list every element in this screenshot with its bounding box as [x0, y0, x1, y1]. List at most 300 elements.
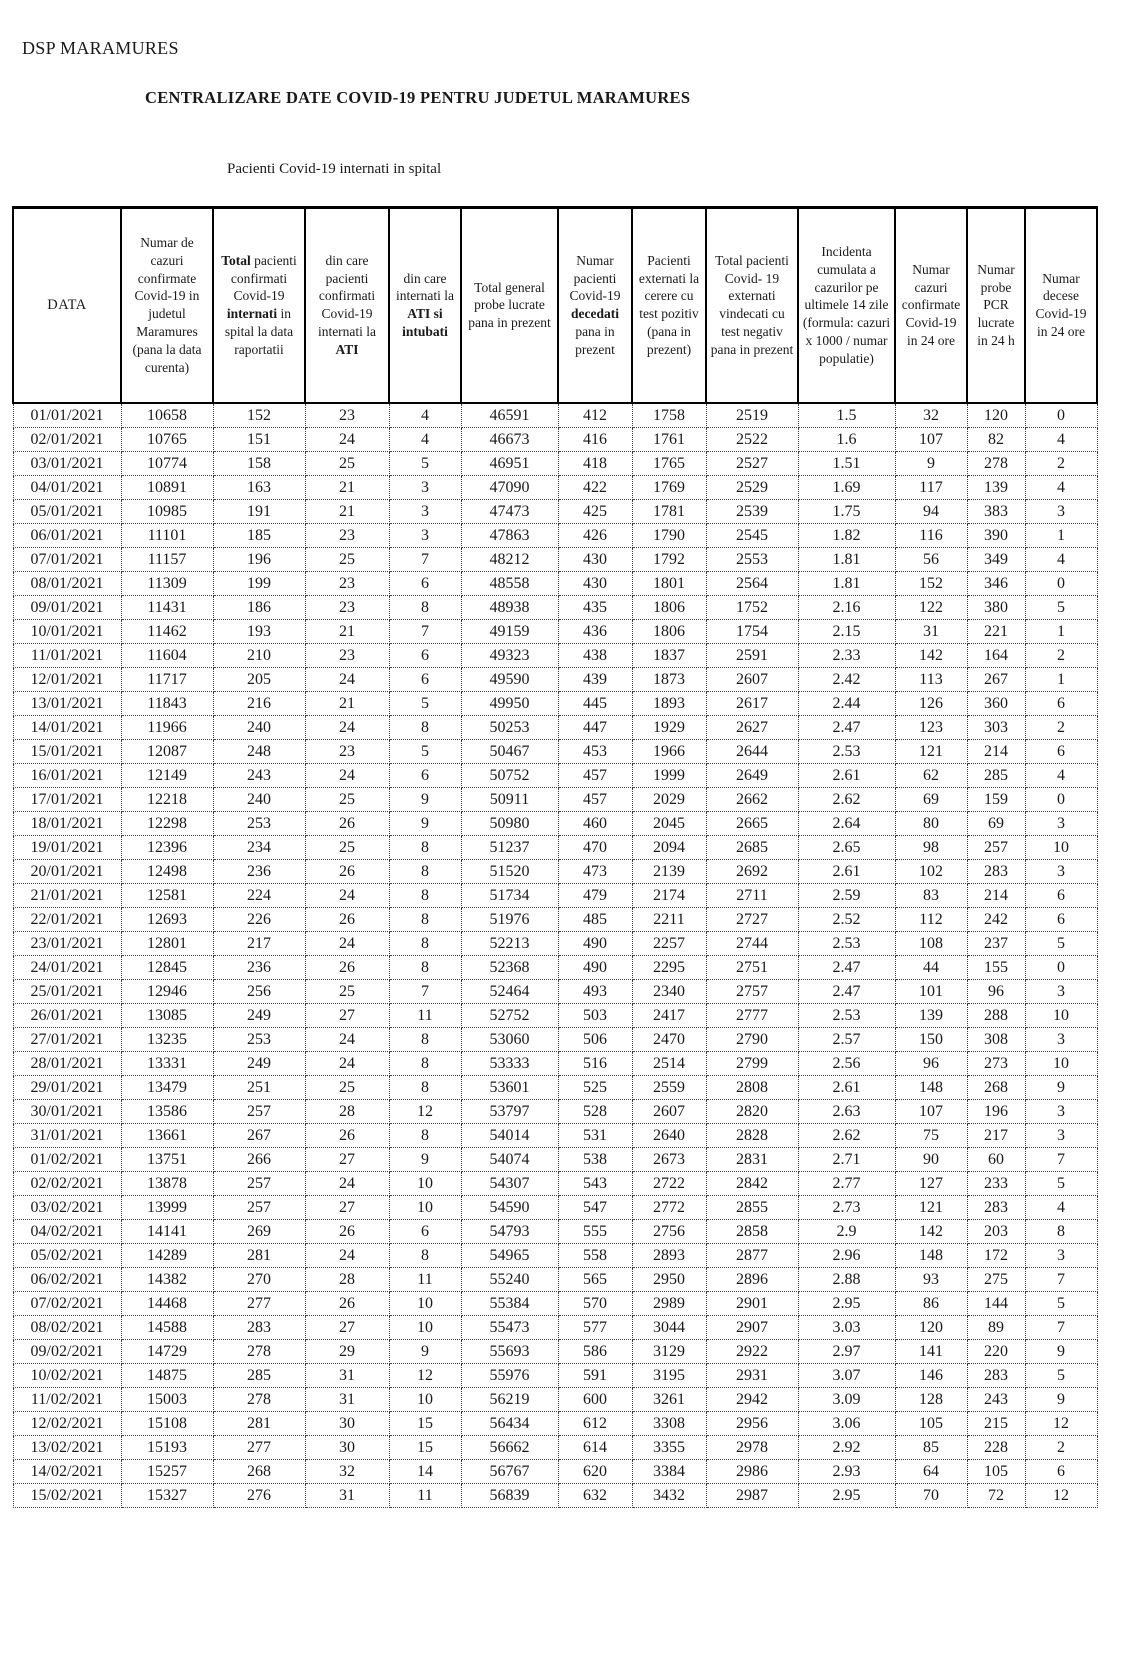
- cell-externati-vindecati: 2842: [706, 1172, 798, 1196]
- cell-internati-ati: 23: [305, 403, 389, 428]
- header-part-bold: ATI: [335, 341, 359, 357]
- cell-externati-cerere: 1801: [632, 572, 706, 596]
- cell-externati-cerere: 2211: [632, 908, 706, 932]
- table-body: [13, 403, 1097, 1508]
- cell-externati-cerere: 1873: [632, 668, 706, 692]
- cell-decedati-total: 490: [558, 932, 632, 956]
- table-row: [13, 1484, 1097, 1508]
- cell-total-internati: 278: [213, 1388, 305, 1412]
- cell-decedati-total: 612: [558, 1412, 632, 1436]
- cell-cazuri-24h: 121: [895, 740, 967, 764]
- cell-data: 15/02/2021: [13, 1484, 121, 1508]
- cell-externati-vindecati: 1752: [706, 596, 798, 620]
- cell-total-internati: 281: [213, 1412, 305, 1436]
- cell-ati-intubati: 4: [389, 403, 461, 428]
- cell-data: 05/01/2021: [13, 500, 121, 524]
- cell-internati-ati: 21: [305, 692, 389, 716]
- cell-data: 05/02/2021: [13, 1244, 121, 1268]
- cell-total-internati: 257: [213, 1196, 305, 1220]
- cell-decedati-total: 435: [558, 596, 632, 620]
- cell-externati-cerere: 2772: [632, 1196, 706, 1220]
- cell-cazuri-24h: 56: [895, 548, 967, 572]
- cell-cazuri-24h: 80: [895, 812, 967, 836]
- cell-data: 17/01/2021: [13, 788, 121, 812]
- cell-total-internati: 267: [213, 1124, 305, 1148]
- cell-internati-ati: 24: [305, 1244, 389, 1268]
- cell-decedati-total: 445: [558, 692, 632, 716]
- cell-total-internati: 249: [213, 1004, 305, 1028]
- col-header-cazuri-24h: [895, 207, 967, 403]
- cell-externati-cerere: 2139: [632, 860, 706, 884]
- cell-externati-vindecati: 2922: [706, 1340, 798, 1364]
- cell-data: 07/02/2021: [13, 1292, 121, 1316]
- cell-internati-ati: 23: [305, 740, 389, 764]
- cell-probe-total: 49323: [461, 644, 558, 668]
- table-row: [13, 836, 1097, 860]
- cell-internati-ati: 24: [305, 764, 389, 788]
- cell-incidenta: 2.92: [798, 1436, 895, 1460]
- cell-ati-intubati: 5: [389, 692, 461, 716]
- cell-data: 10/01/2021: [13, 620, 121, 644]
- cell-data: 25/01/2021: [13, 980, 121, 1004]
- cell-cazuri-24h: 94: [895, 500, 967, 524]
- cell-internati-ati: 26: [305, 1292, 389, 1316]
- cell-probe-total: 48558: [461, 572, 558, 596]
- cell-probe-pcr-24h: 203: [967, 1220, 1025, 1244]
- cell-decedati-total: 577: [558, 1316, 632, 1340]
- cell-data: 26/01/2021: [13, 1004, 121, 1028]
- cell-cazuri-24h: 112: [895, 908, 967, 932]
- cell-cazuri-confirmate-total: 13331: [121, 1052, 213, 1076]
- cell-decedati-total: 525: [558, 1076, 632, 1100]
- cell-decese-24h: 2: [1025, 452, 1097, 476]
- cell-probe-total: 50752: [461, 764, 558, 788]
- cell-externati-vindecati: 2727: [706, 908, 798, 932]
- cell-cazuri-confirmate-total: 12946: [121, 980, 213, 1004]
- cell-ati-intubati: 9: [389, 1340, 461, 1364]
- cell-decese-24h: 10: [1025, 1052, 1097, 1076]
- cell-probe-total: 50467: [461, 740, 558, 764]
- cell-cazuri-confirmate-total: 12581: [121, 884, 213, 908]
- cell-externati-vindecati: 2607: [706, 668, 798, 692]
- cell-probe-pcr-24h: 96: [967, 980, 1025, 1004]
- cell-cazuri-24h: 102: [895, 860, 967, 884]
- cell-externati-vindecati: 2901: [706, 1292, 798, 1316]
- table-row: [13, 1172, 1097, 1196]
- cell-externati-vindecati: 2744: [706, 932, 798, 956]
- cell-externati-vindecati: 2896: [706, 1268, 798, 1292]
- table-row: [13, 476, 1097, 500]
- cell-decese-24h: 1: [1025, 668, 1097, 692]
- cell-incidenta: 2.62: [798, 788, 895, 812]
- table-row: [13, 548, 1097, 572]
- cell-probe-pcr-24h: 220: [967, 1340, 1025, 1364]
- cell-cazuri-24h: 152: [895, 572, 967, 596]
- cell-externati-cerere: 2340: [632, 980, 706, 1004]
- table-row: [13, 764, 1097, 788]
- cell-externati-vindecati: 1754: [706, 620, 798, 644]
- cell-externati-vindecati: 2627: [706, 716, 798, 740]
- cell-internati-ati: 24: [305, 428, 389, 452]
- cell-ati-intubati: 8: [389, 956, 461, 980]
- cell-internati-ati: 24: [305, 884, 389, 908]
- cell-probe-total: 55976: [461, 1364, 558, 1388]
- cell-externati-vindecati: 2987: [706, 1484, 798, 1508]
- cell-ati-intubati: 10: [389, 1196, 461, 1220]
- cell-probe-pcr-24h: 144: [967, 1292, 1025, 1316]
- cell-cazuri-24h: 122: [895, 596, 967, 620]
- cell-decedati-total: 506: [558, 1028, 632, 1052]
- cell-decedati-total: 586: [558, 1340, 632, 1364]
- col-header-incidenta: [798, 207, 895, 403]
- cell-probe-total: 46951: [461, 452, 558, 476]
- cell-ati-intubati: 6: [389, 1220, 461, 1244]
- cell-total-internati: 191: [213, 500, 305, 524]
- cell-probe-pcr-24h: 105: [967, 1460, 1025, 1484]
- cell-data: 30/01/2021: [13, 1100, 121, 1124]
- cell-externati-cerere: 2756: [632, 1220, 706, 1244]
- cell-cazuri-confirmate-total: 10658: [121, 403, 213, 428]
- cell-decedati-total: 565: [558, 1268, 632, 1292]
- cell-ati-intubati: 8: [389, 1052, 461, 1076]
- cell-data: 12/02/2021: [13, 1412, 121, 1436]
- cell-cazuri-24h: 107: [895, 1100, 967, 1124]
- cell-cazuri-confirmate-total: 10774: [121, 452, 213, 476]
- cell-cazuri-confirmate-total: 13751: [121, 1148, 213, 1172]
- cell-probe-pcr-24h: 257: [967, 836, 1025, 860]
- col-header-externati-cerere: [632, 207, 706, 403]
- cell-probe-total: 50980: [461, 812, 558, 836]
- cell-cazuri-confirmate-total: 11462: [121, 620, 213, 644]
- cell-decese-24h: 9: [1025, 1076, 1097, 1100]
- cell-probe-pcr-24h: 89: [967, 1316, 1025, 1340]
- group-box-spacer-right: [461, 133, 1097, 207]
- cell-ati-intubati: 8: [389, 884, 461, 908]
- cell-internati-ati: 21: [305, 620, 389, 644]
- cell-cazuri-confirmate-total: 12801: [121, 932, 213, 956]
- cell-decese-24h: 5: [1025, 1172, 1097, 1196]
- cell-internati-ati: 24: [305, 716, 389, 740]
- cell-externati-cerere: 1790: [632, 524, 706, 548]
- cell-cazuri-24h: 141: [895, 1340, 967, 1364]
- cell-probe-total: 56662: [461, 1436, 558, 1460]
- cell-total-internati: 151: [213, 428, 305, 452]
- cell-probe-total: 49159: [461, 620, 558, 644]
- cell-ati-intubati: 8: [389, 716, 461, 740]
- group-box-spacer-left: [13, 133, 213, 207]
- table-row: [13, 884, 1097, 908]
- cell-decese-24h: 3: [1025, 1100, 1097, 1124]
- cell-cazuri-24h: 101: [895, 980, 967, 1004]
- cell-cazuri-confirmate-total: 12396: [121, 836, 213, 860]
- table-row: [13, 452, 1097, 476]
- cell-cazuri-24h: 64: [895, 1460, 967, 1484]
- cell-cazuri-confirmate-total: 15257: [121, 1460, 213, 1484]
- cell-externati-vindecati: 2522: [706, 428, 798, 452]
- cell-probe-pcr-24h: 278: [967, 452, 1025, 476]
- cell-probe-total: 47473: [461, 500, 558, 524]
- cell-total-internati: 185: [213, 524, 305, 548]
- cell-cazuri-24h: 120: [895, 1316, 967, 1340]
- covid-data-table: [12, 133, 1098, 1508]
- cell-incidenta: 2.62: [798, 1124, 895, 1148]
- cell-incidenta: 1.81: [798, 548, 895, 572]
- page-title: CENTRALIZARE DATE COVID-19 PENTRU JUDETUL MARAMURES: [145, 88, 691, 107]
- cell-data: 12/01/2021: [13, 668, 121, 692]
- cell-total-internati: 217: [213, 932, 305, 956]
- cell-data: 09/02/2021: [13, 1340, 121, 1364]
- cell-decedati-total: 412: [558, 403, 632, 428]
- cell-total-internati: 270: [213, 1268, 305, 1292]
- cell-data: 22/01/2021: [13, 908, 121, 932]
- cell-decedati-total: 457: [558, 788, 632, 812]
- cell-data: 19/01/2021: [13, 836, 121, 860]
- cell-cazuri-confirmate-total: 10985: [121, 500, 213, 524]
- cell-cazuri-24h: 107: [895, 428, 967, 452]
- cell-data: 08/01/2021: [13, 572, 121, 596]
- cell-cazuri-24h: 93: [895, 1268, 967, 1292]
- table-row: [13, 860, 1097, 884]
- cell-total-internati: 193: [213, 620, 305, 644]
- cell-decedati-total: 422: [558, 476, 632, 500]
- cell-data: 04/02/2021: [13, 1220, 121, 1244]
- cell-externati-vindecati: 2553: [706, 548, 798, 572]
- cell-incidenta: 2.97: [798, 1340, 895, 1364]
- cell-probe-pcr-24h: 360: [967, 692, 1025, 716]
- cell-cazuri-24h: 113: [895, 668, 967, 692]
- cell-total-internati: 158: [213, 452, 305, 476]
- cell-total-internati: 248: [213, 740, 305, 764]
- cell-probe-pcr-24h: 242: [967, 908, 1025, 932]
- group-box-row: [13, 133, 1097, 207]
- cell-decese-24h: 3: [1025, 980, 1097, 1004]
- header-part: Numar pacienti Covid-19: [569, 252, 621, 304]
- table-row: [13, 403, 1097, 428]
- cell-cazuri-confirmate-total: 11157: [121, 548, 213, 572]
- cell-data: 28/01/2021: [13, 1052, 121, 1076]
- cell-cazuri-confirmate-total: 14382: [121, 1268, 213, 1292]
- cell-probe-pcr-24h: 283: [967, 1364, 1025, 1388]
- cell-cazuri-confirmate-total: 13479: [121, 1076, 213, 1100]
- cell-probe-pcr-24h: 120: [967, 403, 1025, 428]
- org-name: DSP MARAMURES: [22, 38, 179, 58]
- table-row: [13, 572, 1097, 596]
- col-header-data: [13, 207, 121, 403]
- cell-total-internati: 277: [213, 1292, 305, 1316]
- cell-data: 27/01/2021: [13, 1028, 121, 1052]
- cell-externati-vindecati: 2820: [706, 1100, 798, 1124]
- cell-externati-cerere: 1769: [632, 476, 706, 500]
- cell-incidenta: 2.33: [798, 644, 895, 668]
- cell-ati-intubati: 11: [389, 1484, 461, 1508]
- cell-probe-total: 53601: [461, 1076, 558, 1100]
- cell-total-internati: 216: [213, 692, 305, 716]
- cell-probe-total: 50253: [461, 716, 558, 740]
- header-part: Total general probe lucrate pana in prezent: [468, 279, 551, 331]
- cell-decedati-total: 490: [558, 956, 632, 980]
- cell-probe-pcr-24h: 303: [967, 716, 1025, 740]
- cell-total-internati: 163: [213, 476, 305, 500]
- cell-probe-pcr-24h: 214: [967, 740, 1025, 764]
- cell-probe-total: 50911: [461, 788, 558, 812]
- cell-decese-24h: 1: [1025, 524, 1097, 548]
- cell-cazuri-24h: 128: [895, 1388, 967, 1412]
- cell-probe-total: 48212: [461, 548, 558, 572]
- cell-probe-pcr-24h: 82: [967, 428, 1025, 452]
- cell-cazuri-24h: 69: [895, 788, 967, 812]
- cell-cazuri-confirmate-total: 12498: [121, 860, 213, 884]
- cell-cazuri-24h: 142: [895, 1220, 967, 1244]
- table-row: [13, 740, 1097, 764]
- cell-incidenta: 2.56: [798, 1052, 895, 1076]
- cell-ati-intubati: 3: [389, 476, 461, 500]
- cell-total-internati: 285: [213, 1364, 305, 1388]
- cell-ati-intubati: 15: [389, 1436, 461, 1460]
- cell-externati-vindecati: 2956: [706, 1412, 798, 1436]
- cell-total-internati: 236: [213, 860, 305, 884]
- cell-ati-intubati: 3: [389, 500, 461, 524]
- cell-ati-intubati: 3: [389, 524, 461, 548]
- cell-cazuri-24h: 108: [895, 932, 967, 956]
- cell-incidenta: 2.95: [798, 1484, 895, 1508]
- cell-incidenta: 1.81: [798, 572, 895, 596]
- cell-cazuri-confirmate-total: 15193: [121, 1436, 213, 1460]
- cell-externati-vindecati: 2907: [706, 1316, 798, 1340]
- cell-probe-total: 55384: [461, 1292, 558, 1316]
- cell-probe-pcr-24h: 69: [967, 812, 1025, 836]
- table-row: [13, 1004, 1097, 1028]
- cell-incidenta: 2.96: [798, 1244, 895, 1268]
- cell-ati-intubati: 8: [389, 1076, 461, 1100]
- cell-cazuri-24h: 148: [895, 1076, 967, 1100]
- cell-incidenta: 2.61: [798, 1076, 895, 1100]
- cell-decese-24h: 3: [1025, 1124, 1097, 1148]
- cell-cazuri-24h: 117: [895, 476, 967, 500]
- cell-decedati-total: 439: [558, 668, 632, 692]
- cell-decese-24h: 3: [1025, 860, 1097, 884]
- cell-decedati-total: 528: [558, 1100, 632, 1124]
- cell-cazuri-confirmate-total: 13878: [121, 1172, 213, 1196]
- cell-internati-ati: 25: [305, 1076, 389, 1100]
- cell-incidenta: 1.69: [798, 476, 895, 500]
- cell-externati-vindecati: 2855: [706, 1196, 798, 1220]
- cell-decedati-total: 516: [558, 1052, 632, 1076]
- cell-ati-intubati: 7: [389, 620, 461, 644]
- cell-data: 23/01/2021: [13, 932, 121, 956]
- cell-probe-total: 53060: [461, 1028, 558, 1052]
- cell-cazuri-24h: 31: [895, 620, 967, 644]
- table-row: [13, 1436, 1097, 1460]
- cell-externati-vindecati: 2529: [706, 476, 798, 500]
- cell-total-internati: 199: [213, 572, 305, 596]
- cell-cazuri-confirmate-total: 11431: [121, 596, 213, 620]
- table-row: [13, 1340, 1097, 1364]
- cell-decedati-total: 591: [558, 1364, 632, 1388]
- cell-decedati-total: 430: [558, 572, 632, 596]
- cell-decese-24h: 4: [1025, 428, 1097, 452]
- cell-data: 24/01/2021: [13, 956, 121, 980]
- col-header-total-internati: [213, 207, 305, 403]
- cell-data: 01/01/2021: [13, 403, 121, 428]
- table-row: [13, 1148, 1097, 1172]
- cell-internati-ati: 24: [305, 668, 389, 692]
- cell-externati-vindecati: 2692: [706, 860, 798, 884]
- cell-incidenta: 2.59: [798, 884, 895, 908]
- cell-ati-intubati: 8: [389, 836, 461, 860]
- table-row: [13, 1268, 1097, 1292]
- cell-externati-vindecati: 2877: [706, 1244, 798, 1268]
- cell-probe-pcr-24h: 228: [967, 1436, 1025, 1460]
- cell-total-internati: 226: [213, 908, 305, 932]
- cell-incidenta: 2.15: [798, 620, 895, 644]
- cell-externati-cerere: 2045: [632, 812, 706, 836]
- cell-externati-cerere: 3308: [632, 1412, 706, 1436]
- cell-incidenta: 2.47: [798, 716, 895, 740]
- cell-cazuri-confirmate-total: 15003: [121, 1388, 213, 1412]
- cell-externati-cerere: 2257: [632, 932, 706, 956]
- cell-data: 31/01/2021: [13, 1124, 121, 1148]
- cell-ati-intubati: 8: [389, 1124, 461, 1148]
- cell-externati-cerere: 3129: [632, 1340, 706, 1364]
- cell-probe-pcr-24h: 164: [967, 644, 1025, 668]
- cell-cazuri-24h: 121: [895, 1196, 967, 1220]
- cell-probe-total: 55473: [461, 1316, 558, 1340]
- col-header-internati-ati: [305, 207, 389, 403]
- cell-externati-cerere: 1781: [632, 500, 706, 524]
- cell-decedati-total: 531: [558, 1124, 632, 1148]
- cell-decese-24h: 0: [1025, 403, 1097, 428]
- cell-ati-intubati: 8: [389, 596, 461, 620]
- cell-cazuri-24h: 75: [895, 1124, 967, 1148]
- cell-probe-total: 53797: [461, 1100, 558, 1124]
- cell-data: 10/02/2021: [13, 1364, 121, 1388]
- cell-internati-ati: 24: [305, 1028, 389, 1052]
- cell-cazuri-24h: 44: [895, 956, 967, 980]
- cell-total-internati: 196: [213, 548, 305, 572]
- header-part-bold: ATI si intubati: [402, 306, 448, 340]
- cell-total-internati: 240: [213, 716, 305, 740]
- cell-decese-24h: 0: [1025, 956, 1097, 980]
- cell-ati-intubati: 8: [389, 908, 461, 932]
- cell-decese-24h: 4: [1025, 1196, 1097, 1220]
- cell-cazuri-confirmate-total: 14729: [121, 1340, 213, 1364]
- cell-ati-intubati: 8: [389, 932, 461, 956]
- table-row: [13, 1364, 1097, 1388]
- cell-incidenta: 2.61: [798, 764, 895, 788]
- cell-data: 07/01/2021: [13, 548, 121, 572]
- cell-probe-pcr-24h: 383: [967, 500, 1025, 524]
- table-row: [13, 1316, 1097, 1340]
- cell-externati-cerere: 2514: [632, 1052, 706, 1076]
- cell-cazuri-confirmate-total: 13661: [121, 1124, 213, 1148]
- cell-cazuri-confirmate-total: 11604: [121, 644, 213, 668]
- cell-total-internati: 253: [213, 1028, 305, 1052]
- cell-total-internati: 224: [213, 884, 305, 908]
- cell-externati-vindecati: 2711: [706, 884, 798, 908]
- table-row: [13, 1028, 1097, 1052]
- cell-incidenta: 2.73: [798, 1196, 895, 1220]
- cell-incidenta: 1.5: [798, 403, 895, 428]
- cell-cazuri-24h: 142: [895, 644, 967, 668]
- cell-probe-pcr-24h: 243: [967, 1388, 1025, 1412]
- cell-cazuri-confirmate-total: 12845: [121, 956, 213, 980]
- cell-probe-pcr-24h: 196: [967, 1100, 1025, 1124]
- cell-incidenta: 2.16: [798, 596, 895, 620]
- header-part: din care internati la: [395, 270, 455, 304]
- cell-total-internati: 256: [213, 980, 305, 1004]
- cell-decese-24h: 5: [1025, 1364, 1097, 1388]
- cell-probe-total: 54965: [461, 1244, 558, 1268]
